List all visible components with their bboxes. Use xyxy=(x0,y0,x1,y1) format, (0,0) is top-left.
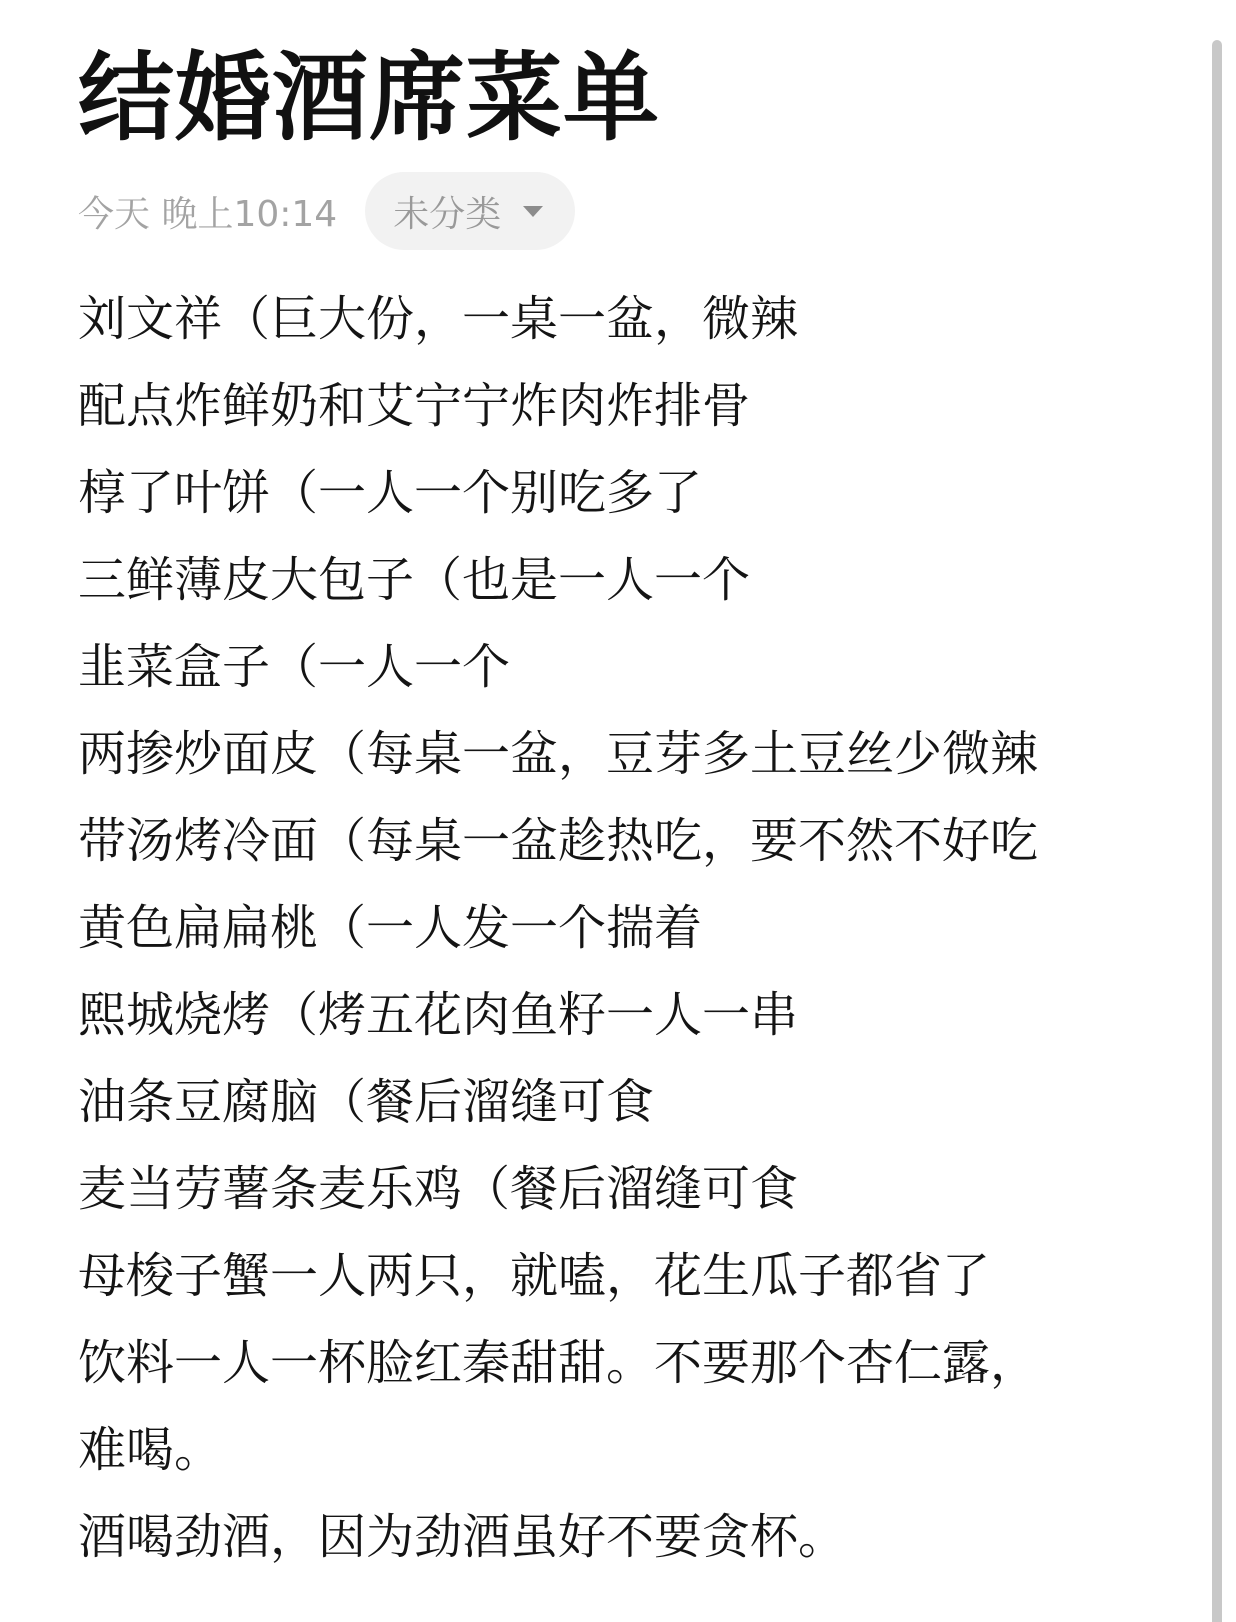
note-line: 带汤烤冷面（每桌一盆趁热吃，要不然不好吃 xyxy=(78,813,1039,869)
note-line: 三鲜薄皮大包子（也是一人一个 xyxy=(78,552,751,608)
note-body[interactable] xyxy=(78,276,1168,1581)
note-line: 刘文祥（巨大份，一桌一盆，微辣 xyxy=(78,291,799,347)
category-label: 未分类 xyxy=(393,193,502,235)
note-title[interactable]: 结婚酒席菜单 xyxy=(78,42,660,154)
chevron-down-icon xyxy=(523,206,543,217)
note-line: 配点炸鲜奶和艾宁宁炸肉炸排骨 xyxy=(78,378,751,434)
note-line: 韭菜盒子（一人一个 xyxy=(78,639,511,695)
note-line: 饮料一人一杯脸红秦甜甜。不要那个杏仁露， xyxy=(78,1335,1039,1391)
category-dropdown[interactable] xyxy=(365,172,575,250)
note-line: 熙城烧烤（烤五花肉鱼籽一人一串 xyxy=(78,987,799,1043)
note-line: 黄色扁扁桃（一人发一个揣着 xyxy=(78,900,703,956)
note-line: 两掺炒面皮（每桌一盆，豆芽多土豆丝少微辣 xyxy=(78,726,1039,782)
note-line: 母梭子蟹一人两只，就嗑，花生瓜子都省了 xyxy=(78,1248,991,1304)
note-line: 椁了叶饼（一人一个别吃多了 xyxy=(78,465,703,521)
note-line: 酒喝劲酒，因为劲酒虽好不要贪杯。 xyxy=(78,1509,847,1565)
note-line: 麦当劳薯条麦乐鸡（餐后溜缝可食 xyxy=(78,1161,799,1217)
scrollbar-thumb[interactable] xyxy=(1212,40,1222,1622)
note-line: 油条豆腐脑（餐后溜缝可食 xyxy=(78,1074,655,1130)
note-meta-row xyxy=(78,172,575,250)
note-timestamp: 今天 晚上10:14 xyxy=(78,193,338,235)
note-line: 难喝。 xyxy=(78,1422,223,1478)
